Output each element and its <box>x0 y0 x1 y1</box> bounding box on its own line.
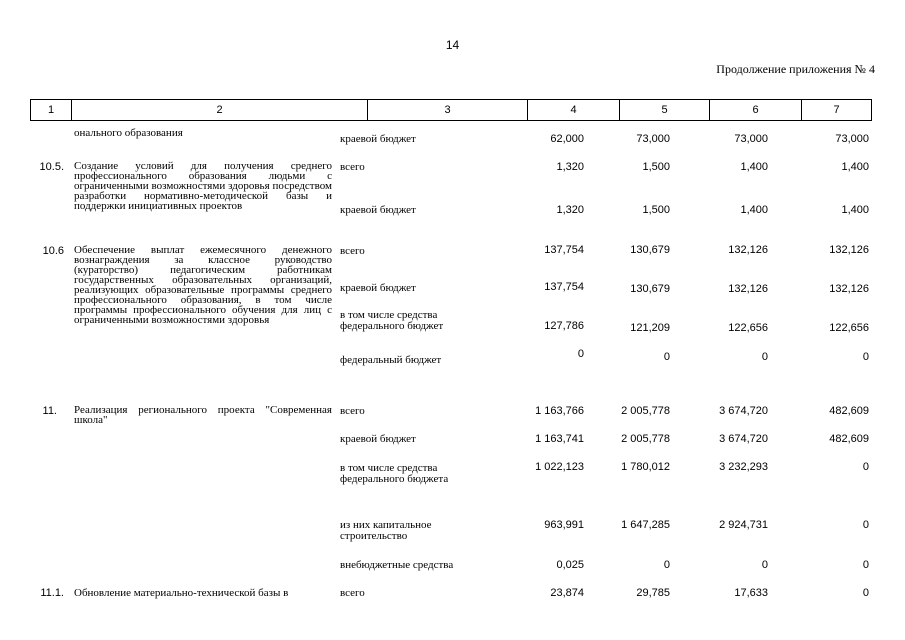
value-col-4: 0 <box>577 348 584 360</box>
value-col-4: 137,754 <box>544 244 584 256</box>
funding-source: краевой бюджет <box>340 433 416 445</box>
funding-source: всего <box>340 587 365 599</box>
funding-source: всего <box>340 245 365 257</box>
value-col-4: 1,320 <box>556 204 584 216</box>
value-col-4: 127,786 <box>544 320 584 332</box>
funding-source: краевой бюджет <box>340 204 416 216</box>
header-col-5: 5 <box>619 100 709 120</box>
value-col-5: 2 005,778 <box>621 405 670 417</box>
row-description: Реализация регионального проекта "Современная школа" <box>74 404 332 426</box>
value-col-4: 0,025 <box>556 559 584 571</box>
page-number: 14 <box>445 38 460 52</box>
value-col-7: 0 <box>862 519 869 531</box>
funding-source: краевой бюджет <box>340 133 416 145</box>
value-col-5: 121,209 <box>630 322 670 334</box>
funding-source: федеральный бюджет <box>340 354 442 366</box>
value-col-7: 0 <box>862 587 869 599</box>
funding-source: всего <box>340 405 365 417</box>
value-col-6: 1,400 <box>740 204 768 216</box>
header-col-4: 4 <box>527 100 619 120</box>
funding-source: в том числе средства федерального бюджета <box>340 462 449 485</box>
value-col-4: 1 163,741 <box>535 433 584 445</box>
value-col-6: 0 <box>761 351 768 363</box>
value-col-5: 29,785 <box>636 587 670 599</box>
funding-source: внебюджетные средства <box>340 559 454 571</box>
value-col-5: 130,679 <box>630 244 670 256</box>
value-col-6: 1,400 <box>740 161 768 173</box>
value-col-5: 1 647,285 <box>621 519 670 531</box>
value-col-7: 132,126 <box>829 283 869 295</box>
value-col-4: 137,754 <box>544 281 584 293</box>
header-col-3: 3 <box>367 100 527 120</box>
value-col-4: 23,874 <box>550 587 584 599</box>
value-col-7: 0 <box>862 351 869 363</box>
continuation-note: Продолжение приложения № 4 <box>716 62 875 76</box>
funding-source: из них капитальное строительство <box>340 519 432 542</box>
value-col-7: 0 <box>862 461 869 473</box>
value-col-7: 122,656 <box>829 322 869 334</box>
value-col-6: 3 674,720 <box>719 405 768 417</box>
value-col-6: 132,126 <box>728 283 768 295</box>
funding-source: краевой бюджет <box>340 282 416 294</box>
value-col-5: 1,500 <box>642 204 670 216</box>
value-col-4: 963,991 <box>544 519 584 531</box>
value-col-7: 132,126 <box>829 244 869 256</box>
row-index: 10.6 <box>42 245 64 257</box>
value-col-7: 1,400 <box>841 161 869 173</box>
value-col-4: 1 022,123 <box>535 461 584 473</box>
value-col-5: 2 005,778 <box>621 433 670 445</box>
row-description: Обновление материально-технической базы в <box>74 587 289 599</box>
value-col-6: 3 674,720 <box>719 433 768 445</box>
value-col-6: 2 924,731 <box>719 519 768 531</box>
value-col-7: 0 <box>862 559 869 571</box>
value-col-7: 1,400 <box>841 204 869 216</box>
value-col-4: 1,320 <box>556 161 584 173</box>
value-col-5: 1,500 <box>642 161 670 173</box>
funding-source: всего <box>340 161 365 173</box>
header-col-2: 2 <box>71 100 367 120</box>
value-col-5: 1 780,012 <box>621 461 670 473</box>
value-col-6: 0 <box>761 559 768 571</box>
row-description: Обеспечение выплат ежемесячного денежного вознаграждения за классное руководство (кураторство) педагогическим работникам государственных образовательных организаций, реализующих образовательные программы среднего профессионального образования, в том числе программы профессионального обучения для лиц с ограниченными возможностями здоровья <box>74 244 332 326</box>
value-col-6: 3 232,293 <box>719 461 768 473</box>
value-col-5: 0 <box>663 351 670 363</box>
table-header <box>30 99 872 121</box>
value-col-4: 1 163,766 <box>535 405 584 417</box>
value-col-7: 482,609 <box>829 405 869 417</box>
row-index: 11. <box>42 405 57 417</box>
header-col-7: 7 <box>801 100 871 120</box>
funding-source: в том числе средства федерального бюджет <box>340 309 444 332</box>
value-col-6: 17,633 <box>734 587 768 599</box>
value-col-5: 130,679 <box>630 283 670 295</box>
value-col-5: 73,000 <box>636 133 670 145</box>
header-col-6: 6 <box>709 100 801 120</box>
value-col-7: 482,609 <box>829 433 869 445</box>
row-description: Создание условий для получения среднего профессионального образования людьми с ограниченными возможностями здоровья посредством разработки нормативно-методической базы и поддержки инициативных проектов <box>74 160 332 212</box>
value-col-6: 73,000 <box>734 133 768 145</box>
header-col-1: 1 <box>47 104 55 116</box>
row-index: 11.1. <box>40 587 64 599</box>
value-col-6: 132,126 <box>728 244 768 256</box>
value-col-4: 62,000 <box>550 133 584 145</box>
row-index: 10.5. <box>39 161 64 173</box>
value-col-6: 122,656 <box>728 322 768 334</box>
row-description: онального образования <box>74 127 183 139</box>
value-col-7: 73,000 <box>835 133 869 145</box>
value-col-5: 0 <box>663 559 670 571</box>
